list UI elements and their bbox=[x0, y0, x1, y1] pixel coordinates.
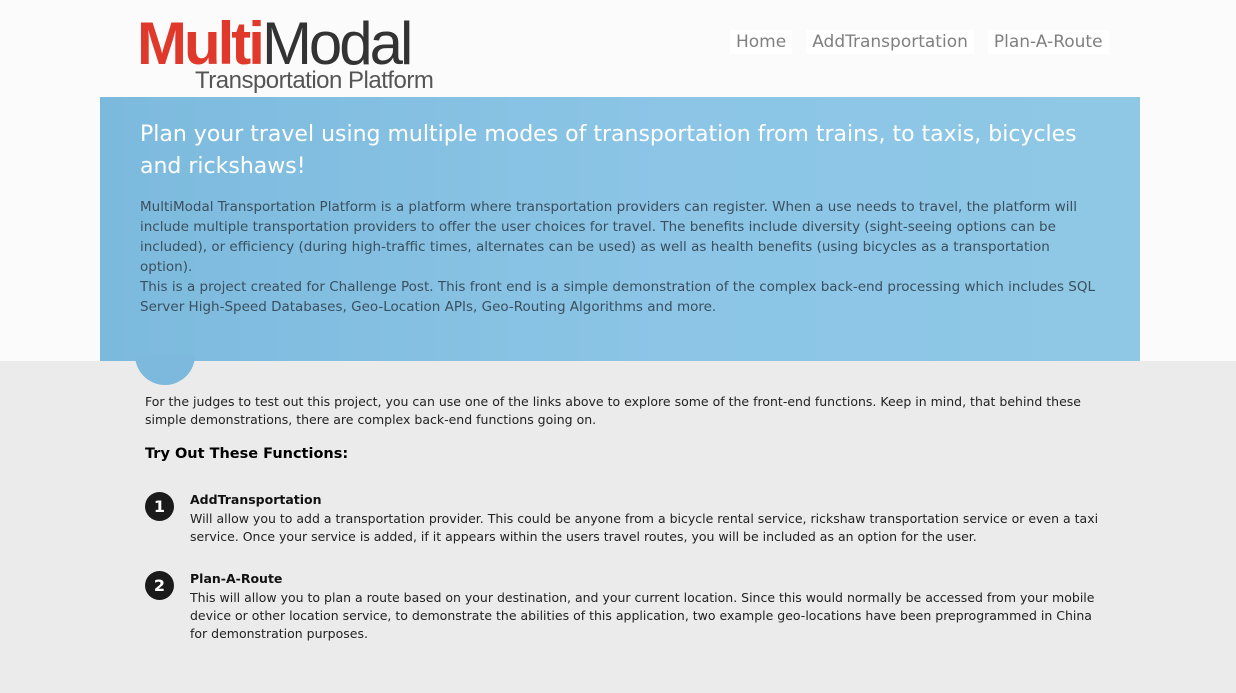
logo[interactable] bbox=[137, 12, 457, 96]
logo-multi: Multi bbox=[137, 10, 262, 77]
step-number-badge: 1 bbox=[145, 492, 174, 521]
nav-plan-a-route-link[interactable]: Plan-A-Route bbox=[988, 30, 1109, 54]
speech-bubble-tail bbox=[135, 355, 195, 385]
intro-text: For the judges to test out this project, you can use one of the links above to explore some of the front-end functions. Keep in mind, that behind these simple demonstrations, there are complex back-end functions going on. bbox=[145, 394, 1081, 427]
hero-banner bbox=[100, 97, 1140, 361]
nav-add-transportation-link[interactable]: AddTransportation bbox=[806, 30, 974, 54]
logo-modal: Modal bbox=[261, 10, 411, 77]
step-description: Will allow you to add a transportation provider. This could be anyone from a bicycle rental service, rickshaw transportation service or even a taxi service. Once your service is added, if it appears within the users travel routes, you will be included as an option for the user. bbox=[190, 511, 1099, 544]
main-nav bbox=[730, 30, 1123, 54]
nav-home-link[interactable]: Home bbox=[730, 30, 792, 54]
step-title: AddTransportation bbox=[190, 492, 322, 507]
step-title: Plan-A-Route bbox=[190, 571, 283, 586]
logo-subtitle: Transportation Platform bbox=[195, 67, 434, 94]
step-description: This will allow you to plan a route based on your destination, and your current location. Since this would normally be accessed from your mobile device or other location service, to demonstrate the abilities of this application, two example geo-locations have been preprogrammed in China for demonstration purposes. bbox=[190, 590, 1095, 641]
hero-title: Plan your travel using multiple modes of transportation from trains, to taxis, bicycles and rickshaws! bbox=[140, 122, 1077, 179]
functions-heading: Try Out These Functions: bbox=[145, 446, 349, 462]
hero-paragraph-project: This is a project created for Challenge Post. This front end is a simple demonstration of the complex back-end processing which includes SQL Server High-Speed Databases, Geo-Location APIs, Geo-Routing Algorithms and more. bbox=[140, 279, 1096, 315]
hero-paragraph-description: MultiModal Transportation Platform is a platform where transportation providers can register. When a use needs to travel, the platform will include multiple transportation providers to offer the user choices for travel. The benefits include diversity (sight-seeing options can be included), or efficiency (during high-traffic times, alternates can be used) as well as health benefits (using bicycles as a transportation option). bbox=[140, 199, 1078, 275]
step-number-badge: 2 bbox=[145, 571, 174, 600]
